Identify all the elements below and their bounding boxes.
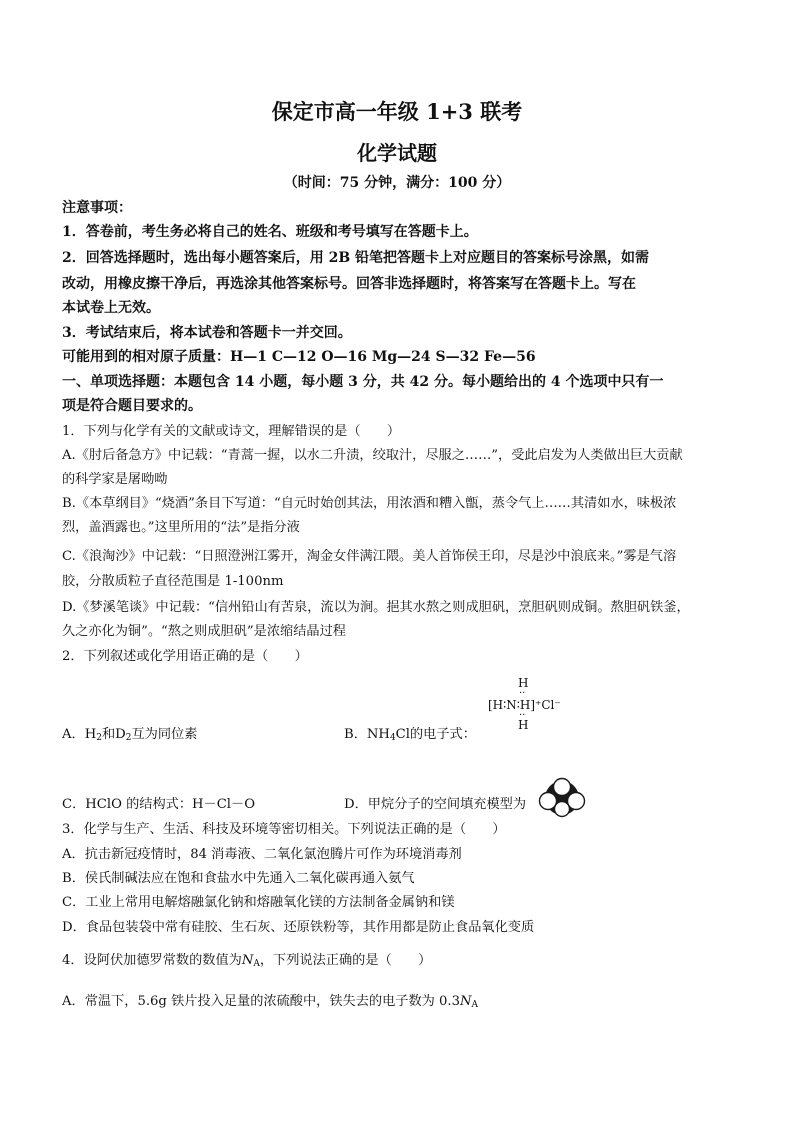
q1-option-c-line-2: 胶，分散质粒子直径范围是 1-100nm [62,574,284,589]
q1-option-b-line-1: B.《本草纲目》“烧酒”条目下写道：“自元时始创其法，用浓酒和糟入甑，蒸令气上……其清如水，味极浓 [62,496,677,511]
q1-option-c-line-1: C.《浪淘沙》中记载：“日照澄洲江雾开，淘金女伴满江隈。美人首饰侯王印，尽是沙中浪底来。”雾是气溶 [62,549,677,564]
q4-option-a [62,990,742,1017]
q4-option-a-text: A．常温下，5.6g 铁片投入足量的浓硫酸中，铁失去的电子数为 0.3 [62,994,460,1009]
q4-stem [62,949,742,976]
note-item-2-line-1: 2．回答选择题时，选出每小题答案后，用 2B 铅笔把答题卡上对应题目的答案标号涂黑，如需 [62,250,650,266]
model-hydrogen-bottom [555,802,570,817]
q4-avogadro-sub: A [253,959,260,969]
q3-option-a: A．抗击新冠疫情时，84 消毒液、二氧化氯泡腾片可作为环境消毒剂 [62,847,462,862]
q2-option-d: D．甲烷分子的空间填充模型为 [344,797,527,812]
q3-option-b: B．侯氏制碱法应在饱和食盐水中先通入二氧化碳再通入氨气 [62,871,415,886]
q1-option-a-line-2: 的科学家是屠呦呦 [62,472,168,487]
q1-option-d-line-2: 久之亦化为铜”。“熬之则成胆矾”是浓缩结晶过程 [62,624,346,639]
q2-option-a-and: 和 [101,727,116,742]
time-info: （时间：75 分钟，满分：100 分） [283,175,511,191]
q1-option-d-line-1: D.《梦溪笔谈》中记载：“信州铅山有苦泉，流以为涧。挹其水熬之则成胆矾，烹胆矾则成铜。熬胆矾铁釜， [62,600,690,615]
q2-formula-h: H [84,727,97,742]
methane-space-filling-model [538,776,586,818]
nh4cl-electron-formula [488,676,588,736]
q2-formula-d: D [115,727,126,742]
q2-formula-nh-sub: 4 [389,733,396,743]
note-item-3: 3．考试结束后，将本试卷和答题卡一并交回。 [62,325,352,341]
notes-heading: 注意事项： [62,200,132,216]
electron-formula-middle: [H∶N∶H]⁺Cl⁻ [488,698,561,712]
q4-option-a-avogadro-sub: A [471,1000,479,1010]
q1-option-a-line-1: A.《肘后备急方》中记载：“青蒿一握，以水二升渍，绞取汁，尽服之……”，受此启发为人类做出巨大贡献 [62,448,683,463]
q4-option-a-avogadro: N [459,994,472,1009]
model-hydrogen-top [554,779,571,796]
q2-formula-nh: NH [366,727,390,742]
electron-pair-top: ·· [519,688,526,699]
subject-title: 化学试题 [357,141,437,165]
note-item-2-line-2: 改动，用橡皮擦干净后，再选涂其他答案标号。回答非选择题时，将答案写在答题卡上。写在 [62,276,636,292]
q2-option-a-label: A． [62,727,85,742]
section-heading-line-2: 项是符合题目要求的。 [62,398,202,414]
q3-stem: 3．化学与生产、生活、科技及环境等密切相关。下列说法正确的是（ ） [62,822,506,837]
q2-option-a [62,724,197,749]
q2-option-c: C．HClO 的结构式：H－Cl－O [62,797,256,812]
q2-formula-cl: Cl [395,727,410,742]
q2-option-b-label: B． [344,727,367,742]
electron-pair-bottom: ·· [519,710,526,721]
q4-avogadro-symbol: N [241,953,254,968]
note-item-1: 1．答卷前，考生务必将自己的姓名、班级和考号填写在答题卡上。 [62,224,478,240]
q2-formula-h-sub: 2 [96,733,102,743]
q2-option-b-text: 的电子式： [409,727,476,742]
q1-option-b-line-2: 烈，盖酒露也。”这里所用的“法”是指分液 [62,520,300,535]
q4-stem-start: 4．设阿伏加德罗常数的数值为 [62,953,242,968]
model-hydrogen-right [568,793,585,810]
q4-stem-end: ，下列说法正确的是（ ） [259,953,432,968]
model-hydrogen-left [540,793,557,810]
q2-formula-d-sub: 2 [125,733,132,743]
q2-option-a-text: 互为同位素 [131,727,198,742]
q3-option-c: C．工业上常用电解熔融氯化钠和熔融氧化镁的方法制备金属钠和镁 [62,895,455,910]
q1-stem: 1．下列与化学有关的文献或诗文，理解错误的是（ ） [62,424,401,439]
q3-option-d: D．食品包装袋中常有硅胶、生石灰、还原铁粉等，其作用都是防止食品氧化变质 [62,920,535,935]
q2-stem: 2．下列叙述或化学用语正确的是（ ） [62,649,308,664]
electron-formula-bottom-h: H [518,718,529,732]
atomic-mass-line: 可能用到的相对原子质量：H—1 C—12 O—16 Mg—24 S—32 Fe—56 [62,349,536,365]
electron-formula-top-h: H [518,676,529,690]
note-item-2-line-3: 本试卷上无效。 [62,300,160,316]
q2-option-b [344,724,476,749]
section-heading-line-1: 一、单项选择题：本题包含 14 小题，每小题 3 分，共 42 分。每小题给出的 4 个选项中只有一 [62,374,664,390]
exam-title: 保定市高一年级 1+3 联考 [271,99,523,124]
